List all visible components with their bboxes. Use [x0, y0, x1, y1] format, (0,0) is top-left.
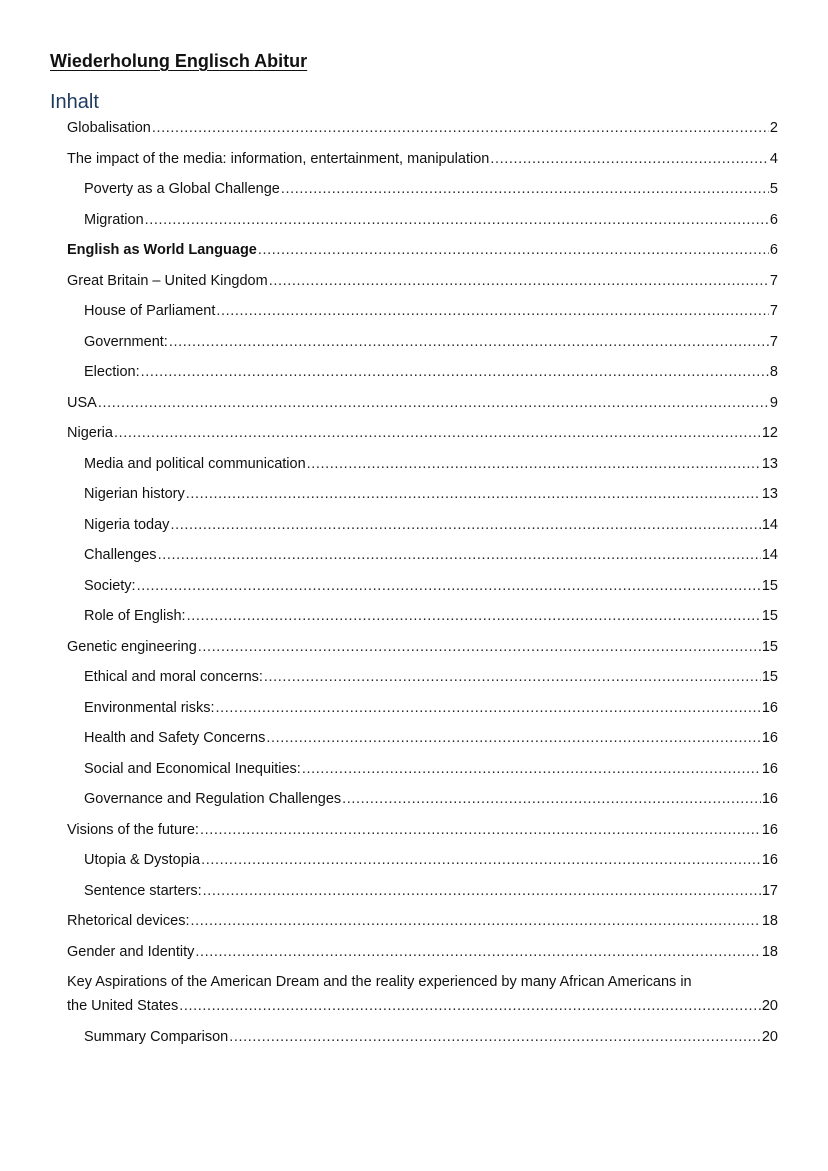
dot-leader [216, 699, 761, 717]
toc-entry-text: English as World Language [67, 242, 257, 258]
dot-leader [158, 546, 761, 564]
toc-page-number: 8 [769, 364, 778, 380]
toc-entry[interactable] [84, 577, 778, 595]
toc-entry[interactable] [84, 516, 778, 534]
dot-leader [203, 882, 761, 900]
toc-entry-text: Nigeria today [84, 516, 170, 533]
toc-page-number: 7 [769, 333, 778, 350]
toc-page-number: 17 [761, 882, 778, 899]
toc-page-number: 7 [769, 303, 778, 319]
toc-page-number: 14 [761, 547, 778, 563]
toc-page-number: 9 [769, 394, 778, 411]
toc-entry-text: House of Parliament [84, 303, 216, 319]
toc-entry[interactable] [67, 821, 778, 839]
toc-page-number: 18 [761, 913, 778, 929]
toc-page-number: 20 [761, 1028, 778, 1045]
toc-entry[interactable] [67, 638, 778, 656]
dot-leader [198, 638, 761, 656]
toc-page-number: 15 [761, 669, 778, 685]
toc-page-number: 16 [761, 791, 778, 807]
toc-page-number: 4 [769, 150, 778, 167]
dot-leader [145, 211, 769, 229]
toc-page-number: 2 [769, 120, 778, 136]
toc-entry[interactable] [84, 1028, 778, 1046]
toc-entry-text: Rhetorical devices: [67, 913, 190, 929]
toc-entry[interactable] [84, 851, 778, 869]
toc-entry-text: Great Britain – United Kingdom [67, 272, 268, 289]
dot-leader [264, 668, 761, 686]
toc-entry-text: Nigerian history [84, 486, 185, 502]
dot-leader [137, 577, 761, 595]
toc-entry[interactable] [67, 943, 778, 961]
toc-entry-text: Governance and Regulation Challenges [84, 791, 342, 807]
toc-page-number: 15 [761, 638, 778, 655]
toc-page-number: 20 [761, 998, 778, 1014]
dot-leader [281, 180, 769, 198]
toc-entry-text: Media and political communication [84, 455, 306, 472]
toc-entry-text: Election: [84, 364, 140, 380]
toc-entry[interactable] [84, 607, 778, 625]
toc-entry[interactable] [84, 668, 778, 686]
toc-entry[interactable] [84, 180, 778, 198]
toc-page-number: 13 [761, 455, 778, 472]
toc-heading: Inhalt [50, 91, 99, 113]
dot-leader [114, 424, 761, 442]
dot-leader [229, 1028, 761, 1046]
toc-entry-text: Environmental risks: [84, 699, 215, 716]
toc-entry[interactable] [84, 546, 778, 564]
toc-entry-text: Migration [84, 211, 144, 228]
toc-page-number: 16 [761, 760, 778, 777]
dot-leader [342, 790, 761, 808]
toc-page-number: 6 [769, 211, 778, 228]
dot-leader [169, 333, 769, 351]
toc-entry-text: Visions of the future: [67, 821, 199, 838]
toc-entry-text: Poverty as a Global Challenge [84, 181, 280, 197]
toc-page-number: 15 [761, 608, 778, 624]
dot-leader [187, 607, 761, 625]
toc-entry[interactable] [84, 882, 778, 900]
dot-leader [179, 997, 761, 1015]
toc-entry[interactable] [84, 302, 778, 320]
dot-leader [201, 851, 761, 869]
toc-entry[interactable] [84, 790, 778, 808]
dot-leader [186, 485, 761, 503]
toc-page-number: 15 [761, 577, 778, 594]
toc-entry-text: Nigeria [67, 425, 113, 441]
toc-entry-text: Government: [84, 333, 168, 350]
toc-page-number: 14 [761, 516, 778, 533]
toc-entry[interactable] [67, 150, 778, 168]
dot-leader [170, 516, 760, 534]
toc-entry-text: Key Aspirations of the American Dream and the reality experienced by many African Americans in [67, 974, 692, 990]
toc-entry[interactable] [67, 912, 778, 930]
dot-leader [269, 272, 769, 290]
toc-entry[interactable] [67, 394, 778, 412]
toc-entry[interactable] [84, 699, 778, 717]
document-title: Wiederholung Englisch Abitur [50, 51, 308, 71]
toc-entry[interactable] [67, 241, 778, 259]
toc-page-number: 6 [769, 242, 778, 258]
toc-entry-text: Challenges [84, 547, 157, 563]
toc-entry-text: Society: [84, 577, 136, 594]
toc-entry[interactable] [67, 119, 778, 137]
toc-page-number: 7 [769, 272, 778, 289]
toc-entry-text: Ethical and moral concerns: [84, 669, 263, 685]
toc-page-number: 18 [761, 943, 778, 960]
dot-leader [302, 760, 761, 778]
dot-leader [266, 729, 761, 747]
dot-leader [191, 912, 761, 930]
toc-page-number: 12 [761, 425, 778, 441]
toc-entry-text: USA [67, 394, 97, 411]
toc-entry[interactable] [67, 424, 778, 442]
toc-entry[interactable] [67, 272, 778, 290]
toc-entry[interactable] [84, 760, 778, 778]
toc-entry-text: Social and Economical Inequities: [84, 760, 301, 777]
toc-page-number: 13 [761, 486, 778, 502]
toc-entry-text: Role of English: [84, 608, 186, 624]
toc-entry[interactable] [67, 997, 778, 1015]
toc-entry-text: Utopia & Dystopia [84, 852, 201, 868]
toc-entry-text: Gender and Identity [67, 943, 195, 960]
dot-leader [98, 394, 769, 412]
toc-entry[interactable] [84, 485, 778, 503]
dot-leader [490, 150, 769, 168]
toc-entry[interactable] [84, 455, 778, 473]
dot-leader [200, 821, 761, 839]
dot-leader [216, 302, 769, 320]
toc-entry-text: Sentence starters: [84, 882, 202, 899]
toc-entry-text: Health and Safety Concerns [84, 730, 266, 746]
dot-leader [141, 363, 769, 381]
dot-leader [258, 241, 769, 259]
toc-page-number: 5 [769, 181, 778, 197]
toc-page-number: 16 [761, 852, 778, 868]
toc-page-number: 16 [761, 730, 778, 746]
toc-entry[interactable] [84, 211, 778, 229]
dot-leader [195, 943, 760, 961]
toc-entry-text: Summary Comparison [84, 1028, 229, 1045]
toc-entry-text: the United States [67, 998, 179, 1014]
toc-entry[interactable] [84, 333, 778, 351]
toc-entry-text: Genetic engineering [67, 638, 197, 655]
dot-leader [307, 455, 761, 473]
dot-leader [152, 119, 769, 137]
toc-entry-line[interactable] [67, 973, 778, 991]
toc-page-number: 16 [761, 821, 778, 838]
toc-page-number: 16 [761, 699, 778, 716]
toc-entry[interactable] [84, 729, 778, 747]
toc-entry-text: The impact of the media: information, entertainment, manipulation [67, 150, 490, 167]
toc-entry[interactable] [84, 363, 778, 381]
toc-entry-text: Globalisation [67, 120, 151, 136]
